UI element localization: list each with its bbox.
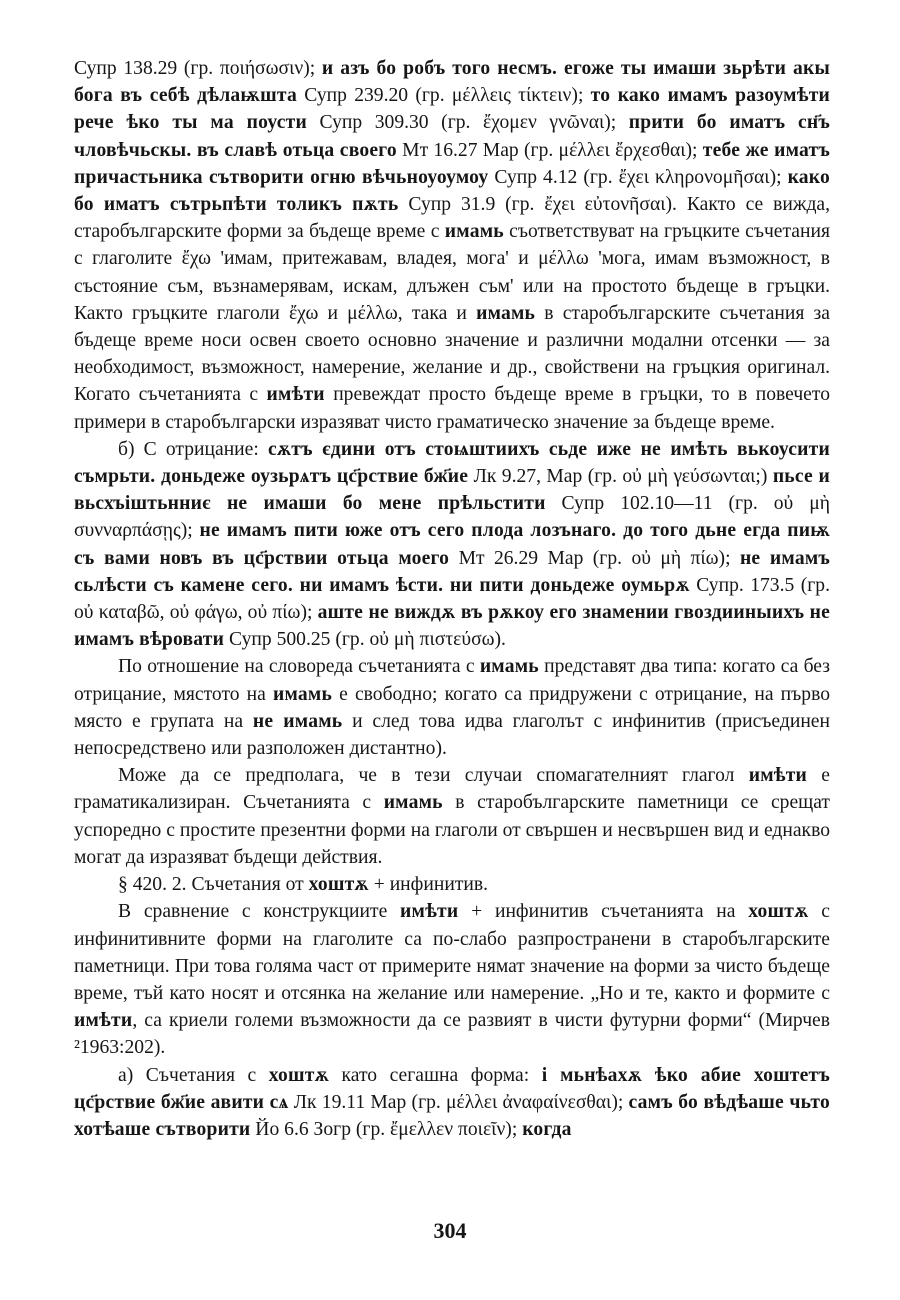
church-slavonic-quote: имамь: [479, 656, 539, 678]
church-slavonic-quote: имамь: [383, 792, 443, 814]
paragraph-3: [74, 653, 830, 762]
text-run: с инфинитивните форми на глаголите са по-слабо разпространени в старобългарските паметници. При това голяма част от примерите нямат значение на форми за чисто бъдеще време, тъй като носят и отсянка на желание или намерение. „Но и те, както и формите с: [74, 901, 830, 1004]
text-run: а) Съчетания с: [118, 1064, 269, 1086]
text-run: съответствуват на гръцките съчетания с глаголите ἔχω 'имам, притежавам, владея, мога' и μέλλω 'мога, имам възможност, в състояние съм, възнамерявам, искам, длъжен съм' или на простото бъдеще в гръцки. Както гръцките глаголи ἔχω и μέλλω, така и: [74, 221, 830, 324]
church-slavonic-quote: не имамъ пити юже отъ сего плода лозънаго. до того дьне егда пиѭ съ вами новъ въ цс҃рствии отьца моего: [74, 520, 830, 569]
text-run: Супр 4.12 (гр. ἔχει κληρονομῆσαι);: [488, 166, 788, 188]
church-slavonic-quote: имамь: [444, 221, 504, 243]
church-slavonic-quote: когда: [522, 1118, 572, 1140]
church-slavonic-quote: имѣти: [748, 765, 808, 787]
text-run: § 420. 2. Съчетания от: [118, 874, 309, 896]
church-slavonic-quote: и азъ бо робъ того несмъ. егоже ты имаши зьрѣти акы бога въ себѣ дѣлаѭшта: [74, 58, 830, 107]
church-slavonic-quote: аште не виждѫ въ рѫкоу его знамении гвоздииныихъ не имамъ вѣровати: [74, 602, 830, 651]
text-run: Супр 239.20 (гр. μέλλεις τίκτειν);: [297, 85, 591, 107]
text-run: Супр 309.30 (гр. ἔχομεν γνῶναι);: [306, 112, 629, 134]
church-slavonic-quote: хоштѫ: [748, 901, 809, 923]
text-run: + инфинитив.: [368, 874, 489, 896]
text-run: Лк 9.27, Мар (гр. οὐ μὴ γεύσωνται;): [468, 466, 773, 488]
church-slavonic-quote: како бо иматъ сътрьпѣти толикъ пѫть: [74, 166, 830, 216]
text-run: представят два типа: когато са без отрицание, мястото на: [74, 656, 830, 705]
text-run: Супр 500.25 (гр. οὐ μὴ πιστεύσω).: [224, 629, 506, 651]
text-run: в старобългарските съчетания за бъдеще време носи освен своето основно значение и различни модални отсенки — за необходимост, възможност, намерение, желание и др., свойствени на гръцкия оригинал. Когато съчетанията с: [74, 302, 830, 406]
church-slavonic-quote: самъ бо вѣдѣаше чьто хотѣаше сътворити: [74, 1091, 830, 1140]
text-run: Супр 138.29 (гр. ποιήσωσιν);: [74, 58, 322, 79]
paragraph-2: [74, 436, 830, 654]
section-heading-420: [74, 871, 830, 898]
church-slavonic-quote: то како имамъ разоумѣти рече ѣко ты ма поусти: [74, 85, 831, 134]
text-run: е граматикализиран. Съчетанията с: [74, 765, 830, 814]
page-number: 304: [433, 1218, 467, 1243]
text-run: Може да се предполага, че в тези случаи спомагателният глагол: [118, 765, 749, 787]
text-run: и след това идва глаголът с инфинитив (присъединен непосредствено или разположен дистантно).: [74, 710, 830, 760]
church-slavonic-quote: сѫтъ єдини отъ стоѩштиихъ сьде иже не имѣть вькоусити съмрьти. доньдеже оузьрѧтъ цс҃рствие бж҃ие: [74, 438, 830, 488]
page-text-block: [74, 55, 830, 1143]
paragraph-7: [74, 1062, 830, 1144]
text-run: В сравнение с конструкциите: [118, 901, 401, 923]
text-run: Мт 26.29 Мар (гр. οὐ μὴ πίω);: [449, 547, 740, 569]
text-run: Супр 31.9 (гр. ἔχει εὐτονῆσαι). Както се вижда, старобългарските форми за бъдеще време с: [74, 194, 831, 243]
paragraph-6: [74, 898, 830, 1061]
church-slavonic-quote: имамь: [476, 302, 536, 324]
church-slavonic-quote: пьсе и вьсхъіштьнниє не имаши бо мене прѣльстити: [74, 466, 830, 515]
church-slavonic-quote: имѣти: [74, 1010, 133, 1032]
church-slavonic-quote: имамь: [273, 683, 333, 705]
text-run: Супр. 173.5 (гр. οὐ καταβῶ, οὐ φάγω, οὐ πίω);: [74, 574, 830, 624]
church-slavonic-quote: не имамь: [252, 710, 343, 732]
text-run: б) С отрицание:: [118, 438, 268, 460]
text-run: Лк 19.11 Мар (гр. μέλλει ἀναφαίνεσθαι);: [288, 1091, 629, 1113]
text-run: в старобългарските паметници се срещат успоредно с простите презентни форми на глаголи от свършен и несвършен вид и еднакво могат да изразяват бъдещи действия.: [74, 792, 830, 868]
church-slavonic-quote: хоштѫ: [268, 1064, 329, 1086]
church-slavonic-quote: прити бо иматъ сн҃ъ чловѣчьскы. въ славѣ отьца своего: [74, 112, 831, 161]
church-slavonic-quote: тебе же иматъ причастьника сътворити огню вѣчьноуоумоу: [74, 139, 830, 188]
text-run: Супр 102.10—11 (гр. οὐ μὴ συνναρπάσῃς);: [74, 493, 830, 542]
text-run: като сегашна форма:: [329, 1064, 542, 1086]
text-run: , са криели големи възможности да се развият в чисти футурни форми“ (Мирчев ²1963:202).: [74, 1010, 830, 1059]
church-slavonic-quote: имѣти: [400, 901, 459, 923]
text-run: + инфинитив съчетанията на: [458, 901, 749, 923]
text-run: превеждат просто бъдеще време в гръцки, то в повечето примери в старобългарски изразяват чисто граматическо значение за бъдеще време.: [74, 384, 830, 433]
text-run: По отношение на словореда съчетанията с: [118, 656, 480, 678]
paragraph-4: [74, 762, 830, 871]
paragraph-1: [74, 55, 830, 436]
church-slavonic-quote: имѣти: [266, 384, 325, 406]
church-slavonic-quote: не имамъ сьлѣсти съ камене сего. ни имамъ ѣсти. ни пити доньдеже оумьрѫ: [74, 547, 830, 596]
text-run: е свободно; когато са придружени с отрицание, на първо място е групата на: [74, 683, 830, 732]
text-run: Мт 16.27 Мар (гр. μέλλει ἔρχεσθαι);: [396, 139, 703, 161]
church-slavonic-quote: і мьнѣахѫ ѣко абие хоштетъ цс҃рствие бж҃ие авити сѧ: [74, 1064, 830, 1113]
church-slavonic-quote: хоштѫ: [308, 874, 369, 896]
text-run: Йо 6.6 Зогр (гр. ἔμελλεν ποιεῖν);: [250, 1118, 523, 1140]
